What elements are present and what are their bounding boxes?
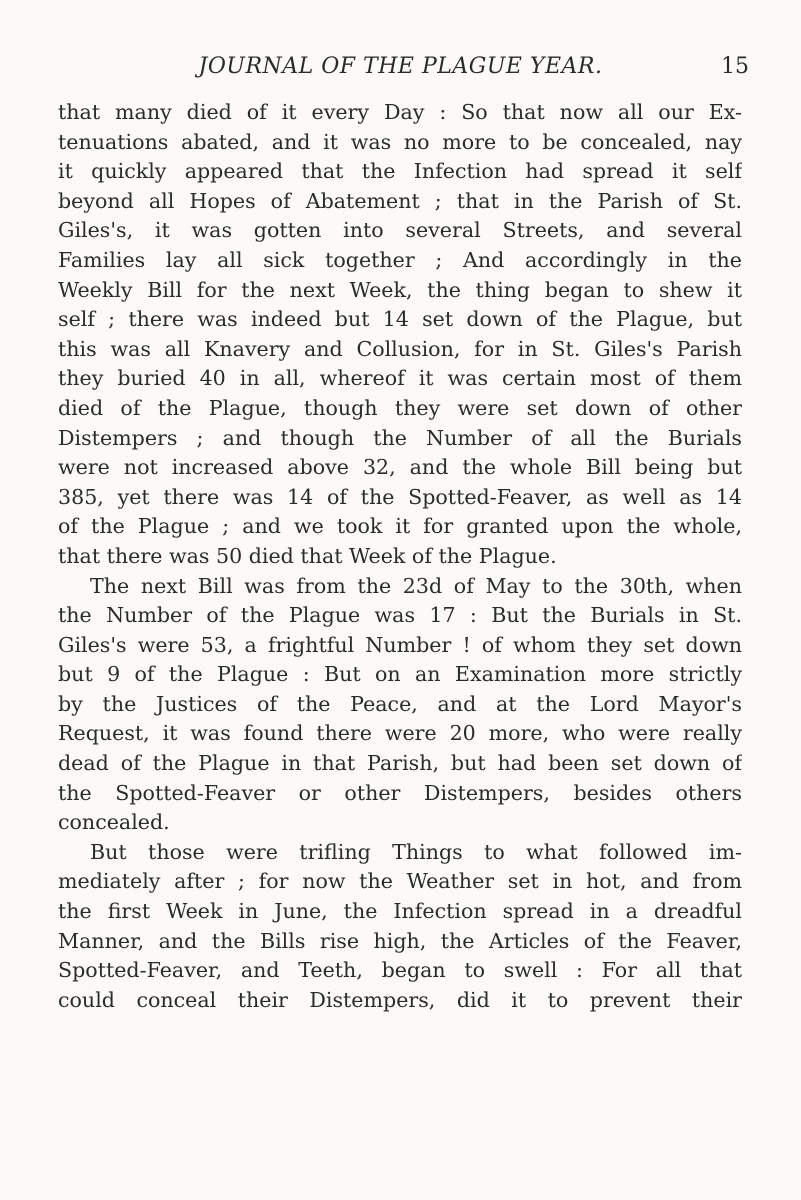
text-line: Weekly Bill for the next Week, the thing began to shew it bbox=[58, 277, 742, 302]
text-line: but 9 of the Plague : But on an Examination more strictly bbox=[58, 662, 742, 687]
text-line: the first Week in June, the Infection spread in a dreadful bbox=[58, 899, 742, 924]
body-text bbox=[58, 98, 742, 1015]
text-line: 385, yet there was 14 of the Spotted-Feaver, as well as 14 bbox=[58, 484, 742, 509]
text-line: tenuations abated, and it was no more to be concealed, nay bbox=[58, 129, 742, 154]
running-head-title: JOURNAL OF THE PLAGUE YEAR. bbox=[198, 54, 603, 79]
text-line: Giles's, it was gotten into several Streets, and several bbox=[58, 218, 742, 243]
page-number: 15 bbox=[721, 54, 749, 79]
text-line: that there was 50 died that Week of the Plague. bbox=[58, 543, 557, 568]
text-line: that many died of it every Day : So that now all our Ex- bbox=[58, 100, 742, 124]
text-line: this was all Knavery and Collusion, for in St. Giles's Parish bbox=[58, 336, 742, 361]
text-line: dead of the Plague in that Parish, but had been set down of bbox=[58, 751, 742, 776]
text-line: Families lay all sick together ; And accordingly in the bbox=[58, 247, 742, 272]
text-line: concealed. bbox=[58, 810, 170, 835]
text-line: The next Bill was from the 23d of May to the 30th, when bbox=[90, 573, 742, 598]
text-line: Request, it was found there were 20 more, who were really bbox=[58, 721, 742, 746]
text-line: of the Plague ; and we took it for granted upon the whole, bbox=[58, 514, 742, 539]
text-line: by the Justices of the Peace, and at the Lord Mayor's bbox=[58, 691, 742, 716]
text-line: self ; there was indeed but 14 set down of the Plague, but bbox=[58, 307, 742, 332]
text-line: Spotted-Feaver, and Teeth, began to swell : For all that bbox=[58, 958, 742, 983]
text-line: But those were trifling Things to what followed im- bbox=[90, 839, 742, 864]
text-line: Distempers ; and though the Number of all the Burials bbox=[58, 425, 742, 450]
text-line: were not increased above 32, and the whole Bill being but bbox=[58, 455, 742, 480]
text-line: mediately after ; for now the Weather set in hot, and from bbox=[58, 869, 742, 894]
text-line: Giles's were 53, a frightful Number ! of whom they set down bbox=[58, 632, 742, 657]
text-line: beyond all Hopes of Abatement ; that in the Parish of St. bbox=[58, 188, 742, 213]
text-line: they buried 40 in all, whereof it was certain most of them bbox=[58, 366, 742, 391]
text-line: Manner, and the Bills rise high, the Articles of the Feaver, bbox=[58, 928, 742, 953]
text-line: it quickly appeared that the Infection had spread it self bbox=[58, 159, 742, 184]
running-head bbox=[0, 52, 801, 88]
text-line: the Spotted-Feaver or other Distempers, besides others bbox=[58, 780, 742, 805]
text-line: died of the Plague, though they were set down of other bbox=[58, 395, 742, 420]
text-line: the Number of the Plague was 17 : But the Burials in St. bbox=[58, 603, 742, 628]
text-line: could conceal their Distempers, did it to prevent their bbox=[58, 987, 742, 1012]
